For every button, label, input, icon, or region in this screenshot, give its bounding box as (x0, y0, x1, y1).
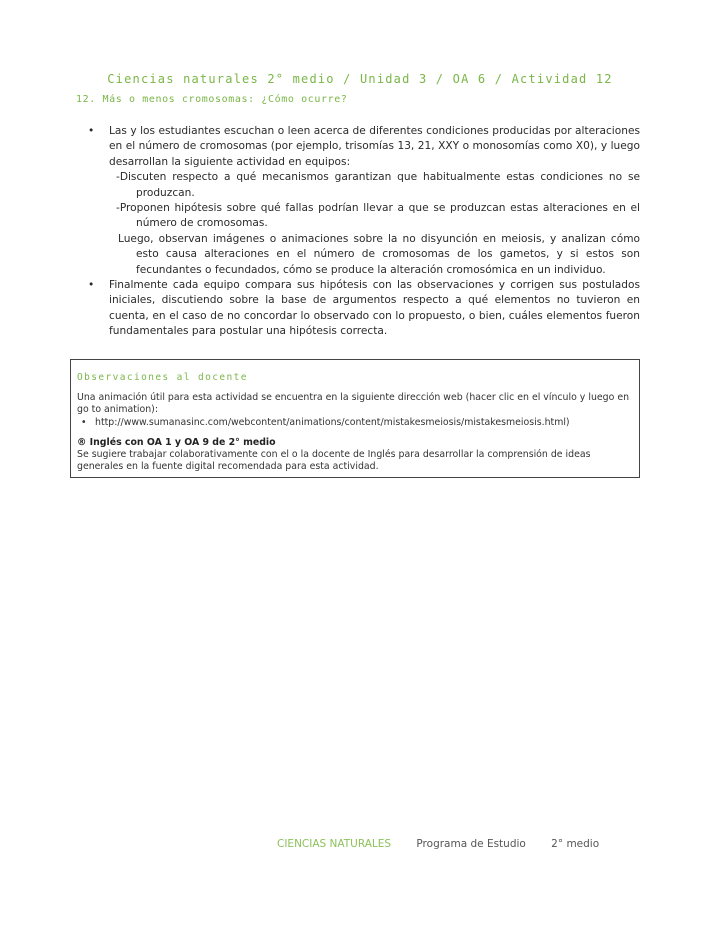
bullet-text: Las y los estudiantes escuchan o leen acerca de diferentes condiciones producidas por alteraciones en el número de cromosomas (por ejemplo, trisomías 13, 21, XXY o monosomías como X0), y luego desarrollan la siguiente actividad en equipos: (109, 125, 640, 168)
cross-curricular-title: ® Inglés con OA 1 y OA 9 de 2° medio (77, 437, 276, 448)
bullet-icon: • (88, 125, 95, 137)
cross-curricular-text: Se sugiere trabajar colaborativamente con el o la docente de Inglés para desarrollar la comprensión de ideas generales en la fuente digital recomendada para esta actividad. (77, 449, 591, 472)
page-footer (277, 838, 621, 850)
activity-body (88, 124, 640, 340)
observations-title: Observaciones al docente (77, 372, 248, 383)
bullet-icon: • (81, 417, 87, 428)
footer-grade: 2° medio (551, 838, 600, 850)
list-item (88, 124, 640, 170)
sub-item: -Proponen hipótesis sobre qué fallas podrían llevar a que se produzcan estas alteraciones en el número de cromosomas. (116, 202, 640, 230)
observations-link-item (77, 417, 639, 429)
footer-program: Programa de Estudio (416, 838, 526, 850)
animation-link[interactable]: http://www.sumanasinc.com/webcontent/animations/content/mistakesmeiosis/mistakesmeiosis.html) (95, 417, 570, 428)
sub-item: -Discuten respecto a qué mecanismos garantizan que habitualmente estas condiciones no se produzcan. (116, 171, 640, 199)
observations-intro: Una animación útil para esta actividad se encuentra en la siguiente dirección web (hacer clic en el vínculo y luego en go to animation): (77, 392, 630, 415)
footer-subject: CIENCIAS NATURALES (277, 838, 392, 850)
sub-item: Luego, observan imágenes o animaciones sobre la no disyunción en meiosis, y analizan cómo esto causa alteraciones en el número de cromosomas de los gametos, y si estos son fecundantes o fecundados, cómo se produce la alteración cromosómica en un individuo. (118, 232, 640, 276)
running-header: Ciencias naturales 2° medio / Unidad 3 / OA 6 / Actividad 12 (107, 72, 613, 86)
observations-box (70, 359, 640, 478)
list-item (88, 278, 640, 340)
section-title: 12. Más o menos cromosomas: ¿Cómo ocurre? (76, 94, 348, 105)
bullet-icon: • (88, 279, 95, 292)
bullet-text: Finalmente cada equipo compara sus hipótesis con las observaciones y corrigen sus postulados iniciales, discutiendo sobre la base de argumentos respecto a qué elementos no tuvieron en cuenta, en el caso de no concordar lo observado con lo propuesto, o bien, cuáles elementos fueron fundamentales para postular una hipótesis correcta. (109, 279, 640, 338)
